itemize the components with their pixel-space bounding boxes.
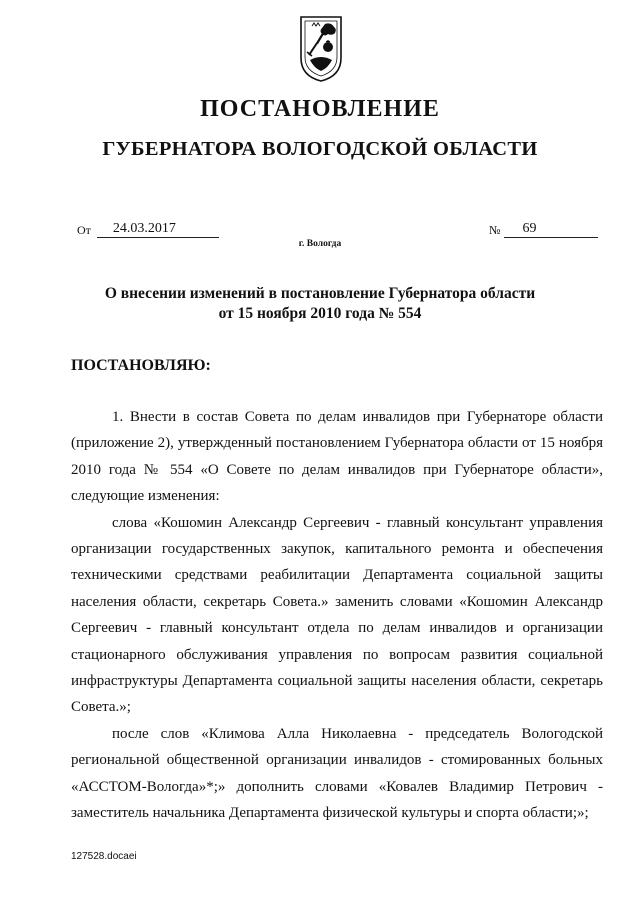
decree-heading: ПОСТАНОВЛЯЮ: xyxy=(71,357,211,374)
body-paragraph: после слов «Климова Алла Николаевна - председатель Вологодской региональной общественной организации инвалидов - стомированных больных «АССТОМ-Вологда»*;» дополнить словами «Ковалев Владимир Петрович - заместитель начальника Департамента физической культуры и спорта области;»; xyxy=(71,725,603,822)
date-value: 24.03.2017 xyxy=(97,221,219,238)
document-title: ПОСТАНОВЛЕНИЕ xyxy=(200,96,440,122)
document-issuer: ГУБЕРНАТОРА ВОЛОГОДСКОЙ ОБЛАСТИ xyxy=(102,138,538,160)
document-body xyxy=(71,404,603,827)
subject-line-2: от 15 ноября 2010 года № 554 xyxy=(218,305,422,322)
file-reference: 127528.docaei xyxy=(71,851,137,862)
date-prefix: От xyxy=(77,223,91,237)
city-label: г. Вологда xyxy=(298,239,342,249)
number-value: 69 xyxy=(504,221,598,238)
body-paragraph: 1. Внести в состав Совета по делам инвалидов при Губернаторе области (приложение 2), утвержденный постановлением Губернатора области от 15 ноября 2010 года № 554 «О Совете по делам инвалидов при Губернаторе области», следующие изменения: xyxy=(71,409,603,505)
body-paragraph: слова «Кошомин Александр Сергеевич - главный консультант управления организации государственных закупок, капитального ремонта и обеспечения техническими средствами реабилитации Департамента социальной защиты населения области, секретарь Совета.» заменить словами «Кошомин Александр Сергеевич - главный консультант отдела по делам инвалидов и организации стационарного обслуживания управления по вопросам развития социальной инфраструктуры Департамента социальной защиты населения области, секретарь Совета.»; xyxy=(71,514,603,716)
document-subject xyxy=(0,284,640,324)
document-date xyxy=(77,221,219,238)
vologda-coat-of-arms-icon xyxy=(298,14,344,84)
subject-line-1: О внесении изменений в постановление Губернатора области xyxy=(104,285,536,302)
document-number xyxy=(489,221,598,238)
number-prefix: № xyxy=(489,223,501,237)
